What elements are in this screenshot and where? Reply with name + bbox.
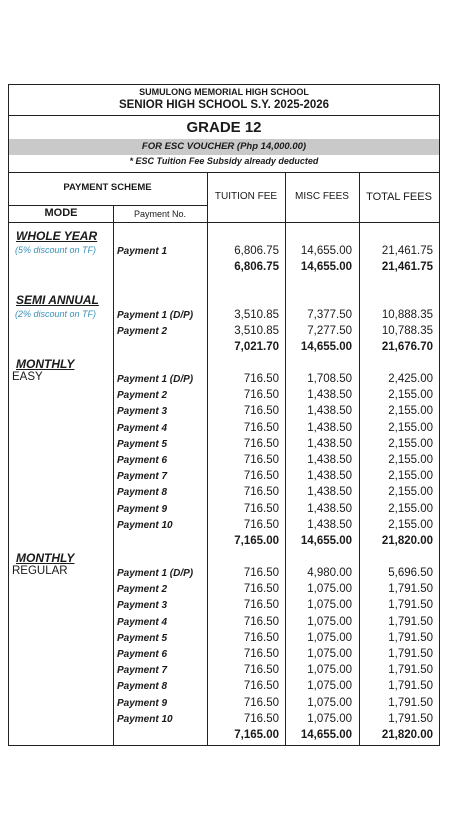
misc-fee-value: 1,075.00 [307, 631, 352, 644]
misc-subtotal: 14,655.00 [300, 535, 352, 547]
tuition-fee-value: 716.50 [243, 502, 279, 515]
mode-label: MONTHLY [16, 551, 75, 565]
payment-number: Payment 5 [117, 632, 168, 644]
tuition-fee-value: 716.50 [243, 437, 279, 450]
misc-header: MISC FEES [295, 191, 349, 202]
voucher-banner: FOR ESC VOUCHER (Php 14,000.00) [9, 139, 439, 155]
mode-label: MONTHLY [16, 357, 75, 371]
tuition-fee-value: 716.50 [243, 421, 279, 434]
mode-label: SEMI ANNUAL [16, 293, 99, 307]
mode-sublabel: EASY [12, 371, 43, 383]
tuition-fee-value: 716.50 [243, 470, 279, 483]
total-fee-value: 2,425.00 [388, 373, 433, 385]
divider [9, 172, 439, 173]
tuition-fee-value: 716.50 [243, 648, 279, 660]
mode-sublabel: REGULAR [12, 565, 68, 577]
total-fee-value: 1,791.50 [388, 712, 433, 725]
tuition-fee-value: 3,510.85 [234, 309, 279, 321]
payment-number: Payment 9 [117, 697, 168, 709]
tuition-fee-value: 716.50 [243, 373, 279, 385]
tuition-fee-value: 3,510.85 [234, 325, 279, 338]
payment-number: Payment 7 [117, 665, 168, 677]
tuition-subtotal: 7,021.70 [234, 341, 279, 354]
misc-fee-value: 1,708.50 [307, 373, 352, 385]
misc-subtotal: 14,655.00 [300, 341, 352, 354]
payment-number: Payment 10 [117, 713, 173, 725]
tuition-fee-value: 716.50 [243, 599, 279, 612]
total-fee-value: 1,791.50 [388, 664, 433, 677]
misc-fee-value: 1,075.00 [307, 664, 352, 677]
grade-title: GRADE 12 [186, 119, 262, 136]
total-fee-value: 10,888.35 [381, 309, 433, 321]
misc-fee-value: 1,075.00 [307, 696, 352, 709]
total-fee-value: 2,155.00 [388, 502, 433, 515]
tuition-fee-value: 716.50 [243, 486, 279, 499]
fee-schedule [8, 84, 440, 746]
total-fee-value: 2,155.00 [388, 486, 433, 499]
misc-fee-value: 1,075.00 [307, 680, 352, 693]
tuition-fee-value: 716.50 [243, 680, 279, 693]
total-fee-value: 2,155.00 [388, 421, 433, 434]
tuition-fee-value: 716.50 [243, 696, 279, 709]
divider [9, 222, 439, 223]
misc-fee-value: 1,438.50 [307, 518, 352, 531]
misc-fee-value: 1,075.00 [307, 648, 352, 660]
misc-fee-value: 1,438.50 [307, 486, 352, 499]
tuition-fee-value: 716.50 [243, 518, 279, 531]
total-fee-value: 1,791.50 [388, 631, 433, 644]
payment-number: Payment 1 (D/P) [117, 310, 194, 321]
school-name: SUMULONG MEMORIAL HIGH SCHOOL [139, 87, 309, 97]
tuition-fee-value: 716.50 [243, 454, 279, 466]
misc-fee-value: 7,277.50 [307, 325, 352, 338]
payment-number: Payment 2 [117, 390, 168, 402]
total-fee-value: 1,791.50 [388, 583, 433, 596]
payment-number: Payment 5 [117, 438, 168, 450]
payment-number: Payment 2 [117, 326, 168, 338]
total-fee-value: 10,788.35 [381, 325, 433, 338]
total-fee-value: 1,791.50 [388, 648, 433, 660]
payment-number: Payment 9 [117, 503, 168, 515]
tuition-subtotal: 7,165.00 [234, 535, 279, 547]
total-fee-value: 2,155.00 [388, 437, 433, 450]
tuition-fee-value: 716.50 [243, 389, 279, 402]
payment-number: Payment 3 [117, 600, 168, 612]
payment-number: Payment 3 [117, 406, 168, 418]
misc-fee-value: 1,438.50 [307, 454, 352, 466]
payment-number: Payment 2 [117, 584, 168, 596]
misc-fee-value: 1,075.00 [307, 615, 352, 628]
total-fee-value: 1,791.50 [388, 615, 433, 628]
total-subtotal: 21,820.00 [381, 535, 433, 547]
misc-fee-value: 1,438.50 [307, 470, 352, 483]
divider [9, 115, 439, 116]
mode-label: WHOLE YEAR [16, 229, 98, 243]
total-subtotal: 21,820.00 [381, 729, 433, 741]
mode-sublabel: (2% discount on TF) [15, 309, 97, 319]
payment-number: Payment 1 (D/P) [117, 568, 194, 579]
total-fee-value: 2,155.00 [388, 405, 433, 418]
tuition-header: TUITION FEE [214, 191, 278, 202]
total-fee-value: 2,155.00 [388, 518, 433, 531]
payment-number: Payment 4 [117, 422, 168, 434]
payment-no-header: Payment No. [133, 209, 187, 219]
tuition-subtotal: 7,165.00 [234, 729, 279, 741]
misc-fee-value: 4,980.00 [307, 567, 352, 579]
misc-fee-value: 1,438.50 [307, 389, 352, 402]
payment-number: Payment 10 [117, 519, 173, 531]
misc-subtotal: 14,655.00 [300, 261, 352, 274]
total-fee-value: 2,155.00 [388, 454, 433, 466]
tuition-fee-value: 716.50 [243, 405, 279, 418]
column-divider [113, 205, 114, 745]
total-subtotal: 21,461.75 [381, 261, 433, 274]
tuition-fee-value: 716.50 [243, 583, 279, 596]
total-fee-value: 1,791.50 [388, 696, 433, 709]
tuition-fee-value: 716.50 [243, 664, 279, 677]
misc-fee-value: 1,075.00 [307, 712, 352, 725]
payment-number: Payment 4 [117, 616, 168, 628]
mode-header: MODE [44, 207, 78, 219]
payment-number: Payment 6 [117, 455, 168, 466]
total-subtotal: 21,676.70 [381, 341, 433, 354]
tuition-fee-value: 716.50 [243, 567, 279, 579]
payment-number: Payment 8 [117, 487, 168, 499]
tuition-fee-value: 716.50 [243, 631, 279, 644]
payment-number: Payment 1 (D/P) [117, 374, 194, 385]
payment-number: Payment 7 [117, 471, 168, 483]
total-fee-value: 1,791.50 [388, 599, 433, 612]
tuition-fee-value: 716.50 [243, 712, 279, 725]
misc-fee-value: 1,438.50 [307, 421, 352, 434]
subsidy-note: * ESC Tuition Fee Subsidy already deducted [129, 156, 319, 166]
tuition-fee-value: 6,806.75 [234, 245, 279, 257]
payment-number: Payment 1 [117, 246, 168, 257]
total-header: TOTAL FEES [366, 191, 432, 203]
total-fee-value: 2,155.00 [388, 470, 433, 483]
payment-scheme-header: PAYMENT SCHEME [63, 182, 152, 193]
misc-fee-value: 1,438.50 [307, 405, 352, 418]
program-title: SENIOR HIGH SCHOOL S.Y. 2025-2026 [118, 99, 330, 111]
misc-fee-value: 1,075.00 [307, 599, 352, 612]
payment-number: Payment 6 [117, 649, 168, 660]
tuition-subtotal: 6,806.75 [234, 261, 279, 274]
total-fee-value: 5,696.50 [388, 567, 433, 579]
divider [9, 205, 207, 206]
misc-fee-value: 1,438.50 [307, 437, 352, 450]
misc-subtotal: 14,655.00 [300, 729, 352, 741]
total-fee-value: 21,461.75 [381, 245, 433, 257]
payment-number: Payment 8 [117, 681, 168, 693]
total-fee-value: 2,155.00 [388, 389, 433, 402]
tuition-fee-value: 716.50 [243, 615, 279, 628]
misc-fee-value: 1,438.50 [307, 502, 352, 515]
total-fee-value: 1,791.50 [388, 680, 433, 693]
mode-sublabel: (5% discount on TF) [15, 245, 97, 255]
misc-fee-value: 1,075.00 [307, 583, 352, 596]
misc-fee-value: 14,655.00 [300, 245, 352, 257]
misc-fee-value: 7,377.50 [307, 309, 352, 321]
